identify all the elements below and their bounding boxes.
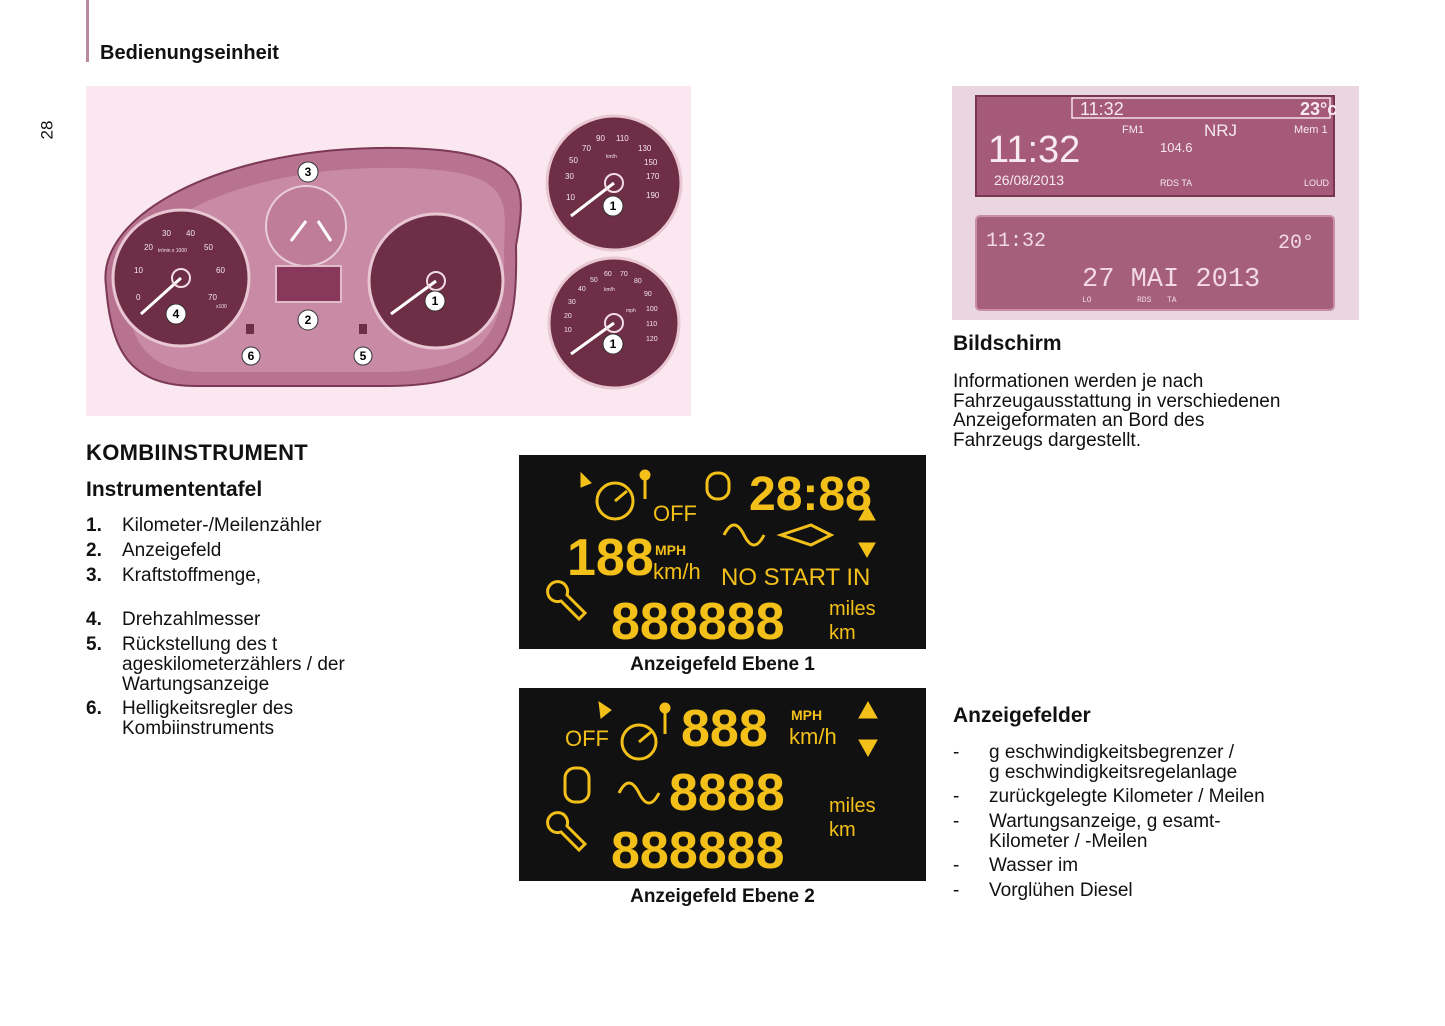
lcd2-speed: 888 <box>681 700 768 758</box>
tacho-tick: 30 <box>162 229 171 238</box>
callout-1-speedo: 1 <box>609 199 617 213</box>
tacho-tick: 10 <box>134 266 143 275</box>
callout-4: 4 <box>172 307 180 321</box>
mph-tick: 80 <box>634 278 642 285</box>
lcd2-mph: MPH <box>791 707 823 723</box>
list-text <box>989 787 1389 807</box>
radio-lower-date: 27 MAI 2013 <box>1082 265 1261 295</box>
list-text <box>989 812 1389 851</box>
mph-tick: 120 <box>646 336 658 343</box>
speedo-unit: km/h <box>606 154 617 160</box>
speedo-tick: 190 <box>646 191 660 200</box>
paragraph-line: Fahrzeugs dargestellt. <box>953 429 1141 451</box>
bildschirm-paragraph <box>953 372 1373 450</box>
speedo-tick: 150 <box>644 158 658 167</box>
radio-flag-lo: LO <box>1082 296 1092 305</box>
list-number: 5. <box>86 634 102 655</box>
speedo-tick: 70 <box>582 144 591 153</box>
particle-filter-icon <box>781 525 831 545</box>
tacho-tick: 40 <box>186 229 195 238</box>
speedo-tick: 10 <box>566 193 575 202</box>
tacho-tick: 60 <box>216 266 225 275</box>
lcd1-svg <box>519 455 926 649</box>
wrench-icon <box>548 582 585 619</box>
list-text: Kraftstoffmenge, <box>122 565 262 586</box>
list-number: 4. <box>86 609 102 630</box>
lcd2-km: km <box>829 819 856 841</box>
mph-tick: 30 <box>568 299 576 306</box>
radio-freq: 104.6 <box>1160 140 1193 155</box>
list-dash: - <box>953 742 960 763</box>
callout-3: 3 <box>304 165 312 179</box>
speedo-tick: 50 <box>569 156 578 165</box>
list-line: Wasser im <box>989 855 1079 876</box>
paragraph-line: Anzeigeformaten an Bord des <box>953 410 1205 431</box>
arrow-down-icon <box>859 740 877 756</box>
tacho-unit: tr/min x 1000 <box>158 248 187 254</box>
list-text <box>989 856 1389 876</box>
radio-lower-time: 11:32 <box>986 230 1047 253</box>
list-number: 6. <box>86 698 102 719</box>
list-line: zurückgelegte Kilometer / Meilen <box>989 786 1265 807</box>
caption-level-1: Anzeigefeld Ebene 1 <box>630 654 815 675</box>
list-line: g eschwindigkeitsregelanlage <box>989 761 1238 783</box>
tacho-tick: 0 <box>136 293 141 302</box>
section-title: Bedienungseinheit <box>100 42 279 64</box>
radio-flag-rds: RDS <box>1137 296 1152 305</box>
arrow-down-icon <box>859 543 875 557</box>
list-text: Rückstellung des t ageskilometerzählers / der Wartungsanzeige <box>122 634 345 695</box>
lcd1-nostart: NO START IN <box>721 564 871 591</box>
lcd2-mid: 8888 <box>669 764 785 822</box>
callout-5: 5 <box>359 349 367 363</box>
list-dash: - <box>953 786 960 807</box>
radio-rds: RDS TA <box>1160 178 1193 188</box>
cluster-svg <box>86 86 691 416</box>
list-dash: - <box>953 811 960 832</box>
tacho-sub: x100 <box>216 304 227 310</box>
radio-topbar-temp: 23°c <box>1300 99 1338 119</box>
arrow-up-icon <box>859 702 877 718</box>
water-in-diesel-icon <box>565 768 589 802</box>
lcd2-miles: miles <box>829 795 876 817</box>
tacho-tick: 70 <box>208 293 217 302</box>
radio-flag-ta: TA <box>1167 296 1177 305</box>
lcd1-off: OFF <box>653 501 697 526</box>
bildschirm-heading: Bildschirm <box>953 332 1062 355</box>
radio-lower-temp: 20° <box>1278 232 1315 255</box>
lcd1-km: km <box>829 622 856 644</box>
mph-tick: 50 <box>590 277 598 284</box>
list-number: 2. <box>86 540 102 561</box>
mph-tick: 100 <box>646 306 658 313</box>
mph-unit-mph: mph <box>626 308 636 314</box>
list-text <box>989 743 1389 782</box>
speedo-tick: 110 <box>616 134 629 143</box>
radio-topbar-time: 11:32 <box>1080 99 1124 119</box>
lcd2-svg <box>519 688 926 881</box>
callout-6: 6 <box>247 349 255 363</box>
list-text: Helligkeitsregler des Kombiinstruments <box>122 698 294 739</box>
list-line: g eschwindigkeitsbegrenzer / <box>989 742 1235 763</box>
instrument-cluster-illustration <box>86 86 691 416</box>
paragraph-line: Fahrzeugausstattung in verschiedenen <box>953 390 1281 412</box>
list-text: Drehzahlmesser <box>122 609 261 630</box>
caption-level-2: Anzeigefeld Ebene 2 <box>630 886 815 907</box>
tacho-tick: 20 <box>144 243 153 252</box>
radio-mem: Mem 1 <box>1294 124 1328 136</box>
mph-unit-kmh: km/h <box>604 287 615 293</box>
speedo-tick: 30 <box>565 172 574 181</box>
lcd2-odo: 888888 <box>611 822 785 880</box>
list-line: Wartungsanzeige, g esamt- <box>989 811 1221 832</box>
tacho-tick: 50 <box>204 243 213 252</box>
lcd1-clock: 28:88 <box>749 468 872 521</box>
callout-1: 1 <box>431 294 439 308</box>
callout-2: 2 <box>304 313 312 327</box>
mph-tick: 10 <box>564 327 572 334</box>
speedo-tick: 90 <box>596 134 605 143</box>
lcd1-miles: miles <box>829 598 876 620</box>
wrench-icon <box>548 813 585 850</box>
list-dash: - <box>953 880 960 901</box>
glow-plug-icon <box>724 525 764 545</box>
list-number: 3. <box>86 565 102 586</box>
list-text: Kilometer-/Meilenzähler <box>122 515 322 536</box>
radio-band: FM1 <box>1122 124 1144 136</box>
radio-station: NRJ <box>1204 121 1238 140</box>
display-panel-level-1 <box>519 455 926 649</box>
water-in-diesel-icon <box>707 473 729 499</box>
mph-tick: 40 <box>578 286 586 293</box>
kombiinstrument-heading: KOMBIINSTRUMENT <box>86 440 309 465</box>
lcd2-kmh: km/h <box>789 724 837 749</box>
lcd1-odo: 888888 <box>611 593 785 649</box>
list-text <box>989 881 1389 901</box>
list-line: Kilometer / -Meilen <box>989 830 1148 852</box>
radio-main-time: 11:32 <box>988 129 1081 171</box>
section-divider <box>86 0 89 62</box>
radio-date: 26/08/2013 <box>994 172 1065 188</box>
mph-tick: 110 <box>646 321 658 328</box>
radio-display-illustration <box>952 86 1359 320</box>
radio-loud: LOUD <box>1304 178 1330 188</box>
lcd1-speed: 188 <box>567 529 654 587</box>
lcd1-mph: MPH <box>655 542 687 558</box>
lcd2-off: OFF <box>565 726 609 751</box>
paragraph-line: Informationen werden je nach <box>953 371 1204 392</box>
display-panel-level-2 <box>519 688 926 881</box>
list-number: 1. <box>86 515 102 536</box>
mph-tick: 90 <box>644 291 652 298</box>
display-window <box>276 266 341 302</box>
radio-svg <box>952 86 1359 320</box>
list-line: Vorglühen Diesel <box>989 880 1133 901</box>
list-text: Anzeigefeld <box>122 540 222 561</box>
list-dash: - <box>953 855 960 876</box>
instrumententafel-heading: Instrumententafel <box>86 478 263 501</box>
mph-tick: 60 <box>604 271 612 278</box>
mph-tick: 70 <box>620 271 628 278</box>
mph-tick: 20 <box>564 313 572 320</box>
callout-1-mph: 1 <box>609 337 617 351</box>
anzeigefelder-heading: Anzeigefelder <box>953 704 1091 727</box>
speedo-tick: 130 <box>638 144 652 153</box>
lcd1-kmh: km/h <box>653 559 701 584</box>
speedo-tick: 170 <box>646 172 660 181</box>
page-number: 28 <box>37 120 57 140</box>
glow-plug-icon <box>619 783 659 803</box>
